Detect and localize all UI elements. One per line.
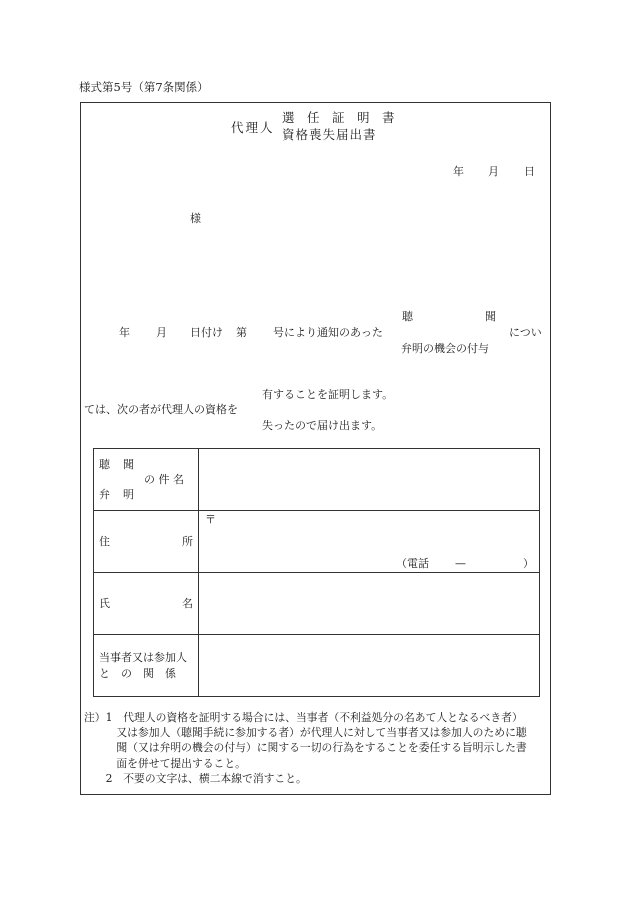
notice-month: 月 [156, 326, 167, 339]
postal-mark: 〒 [205, 513, 216, 526]
table-row-relation [94, 635, 540, 697]
notice-year: 年 [119, 326, 130, 339]
statement-option-certify: 有することを証明します。 [262, 388, 394, 401]
note-line: 面を併せて提出すること。 [84, 756, 246, 770]
date-day: 日 [524, 165, 535, 178]
title-option-loss-notice: 資格喪失届出書 [282, 127, 377, 142]
phone-dash: — [455, 557, 466, 570]
name-label-2: 名 [182, 597, 193, 610]
phone-close: ） [523, 557, 534, 570]
date-month: 月 [488, 165, 499, 178]
notice-option-hearing-2: 聞 [485, 310, 496, 323]
case-name-field[interactable] [199, 449, 540, 511]
name-label-1: 氏 [99, 597, 110, 610]
address-label-cell [94, 511, 199, 573]
notice-number-suffix: 号により通知のあった [273, 326, 383, 339]
table-row-case [94, 449, 540, 511]
name-label-cell [94, 573, 199, 635]
note-line: 2 不要の文字は、横二本線で消すこと。 [84, 771, 307, 785]
title-prefix: 代理人 [231, 120, 275, 135]
title-option-certificate: 選 任 証 明 書 [282, 110, 395, 125]
note-line: 聞（又は弁明の機会の付与）に関する一切の行為をすることを委任する旨明示した書 [84, 741, 527, 755]
date-year: 年 [453, 165, 464, 178]
addressee-suffix: 様 [190, 212, 201, 225]
notice-tail: につい [509, 326, 542, 339]
relation-label-2: と の 関 係 [99, 667, 176, 680]
form-number: 様式第5号（第7条関係） [79, 80, 209, 94]
statement-option-notify: 失ったので届け出ます。 [262, 419, 383, 432]
address-field[interactable] [199, 511, 540, 573]
notice-option-explanation: 弁明の機会の付与 [401, 342, 489, 355]
note-line: 又は参加人（聴聞手続に参加する者）が代理人に対して当事者又は参加人のために聴 [84, 726, 527, 740]
case-label-cell [94, 449, 199, 511]
phone-open: （電話 [396, 557, 429, 570]
note-line: 注）1 代理人の資格を証明する場合には、当事者（不利益処分の名あて人となるべき者） [84, 711, 523, 724]
case-label-explanation-1: 弁 [99, 488, 110, 501]
table-row-name [94, 573, 540, 635]
address-label-1: 住 [99, 535, 110, 548]
name-field[interactable] [199, 573, 540, 635]
address-label-2: 所 [182, 535, 193, 548]
relation-field[interactable] [199, 635, 540, 697]
case-label-hearing-2: 聞 [123, 458, 134, 471]
relation-label-1: 当事者又は参加人 [99, 651, 187, 664]
table-row-address [94, 511, 540, 573]
case-label-middle: の 件 名 [144, 473, 184, 486]
notice-option-hearing-1: 聴 [402, 310, 413, 323]
case-label-explanation-2: 明 [123, 488, 134, 501]
notice-number-prefix: 第 [236, 326, 247, 339]
info-table [93, 448, 540, 697]
relation-label-cell [94, 635, 199, 697]
notice-day-suffix: 日付け [190, 326, 223, 339]
case-label-hearing-1: 聴 [99, 458, 110, 471]
statement-lead: ては、次の者が代理人の資格を [84, 403, 238, 416]
notes [84, 710, 546, 786]
